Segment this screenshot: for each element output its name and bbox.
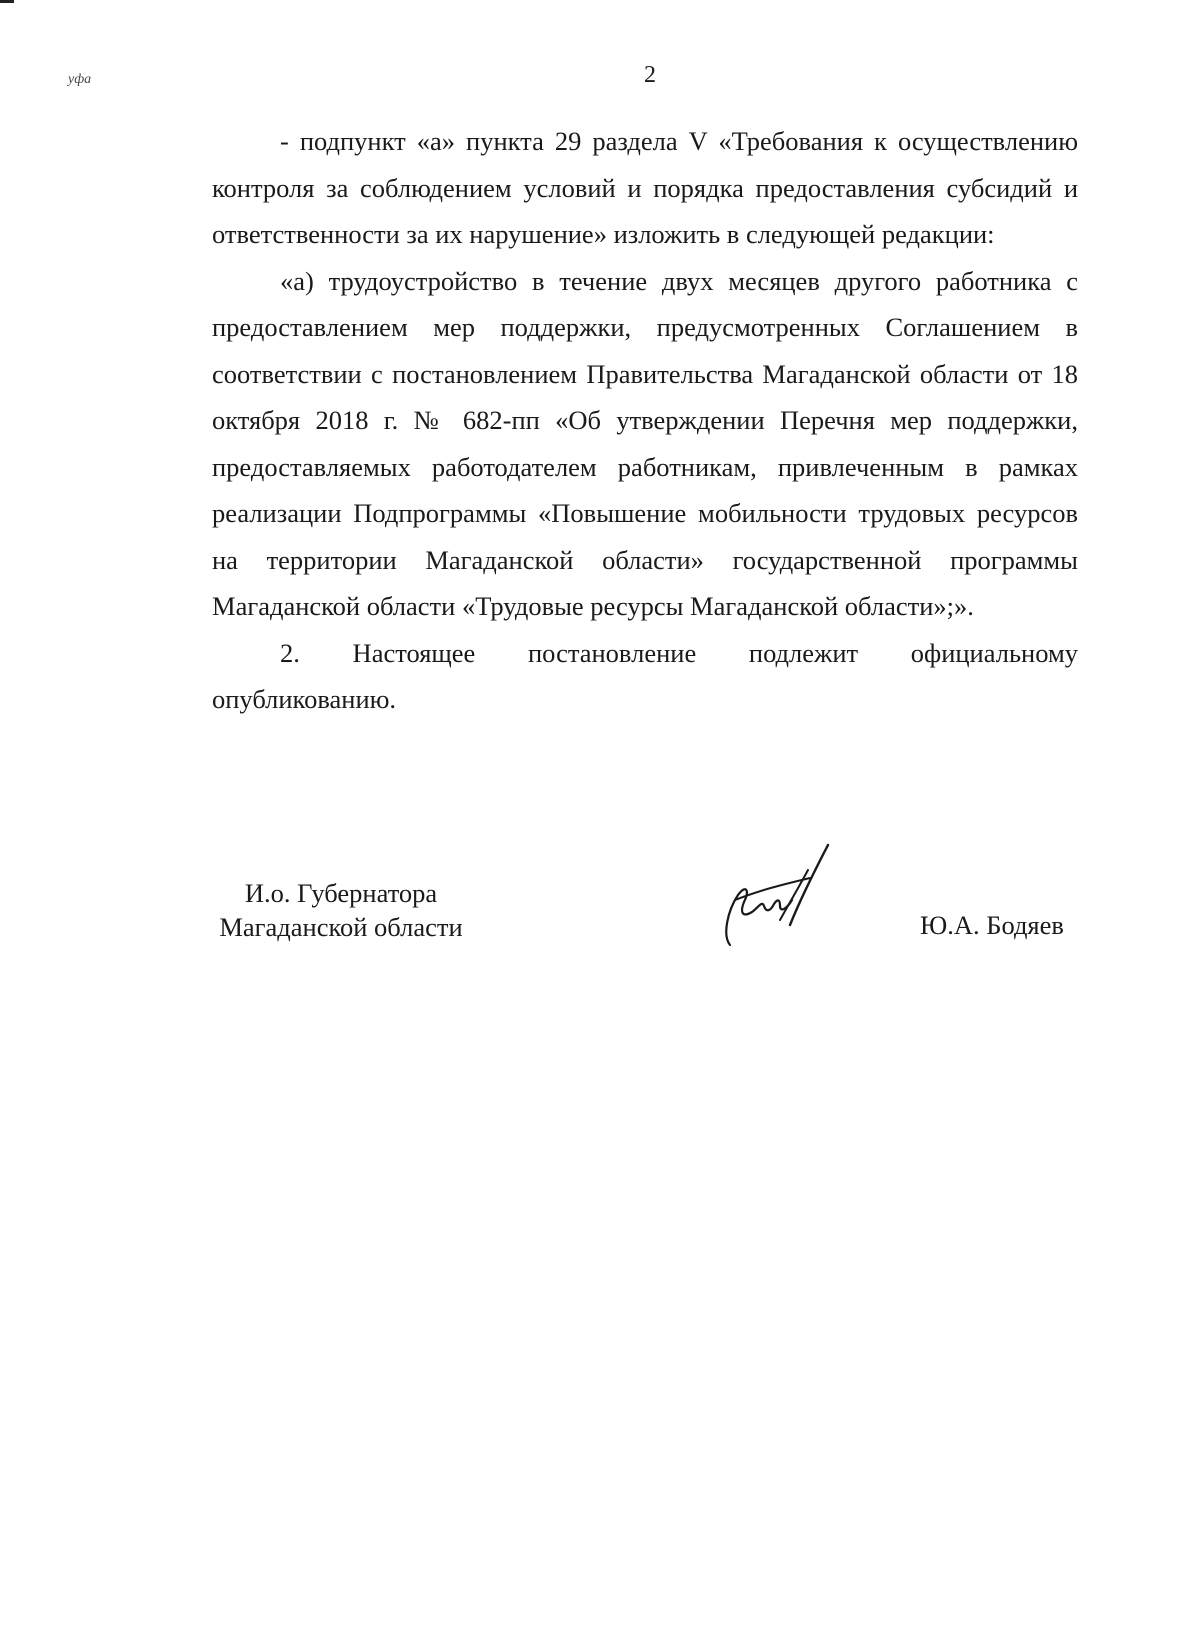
signatory-position-line2: Магаданской области [219,912,463,942]
signatory-name: Ю.А. Бодяев [920,910,1064,940]
signatory-position-line1: И.о. Губернатора [244,878,438,908]
page-number: 2 [644,62,656,88]
paragraph-publication: 2. Настоящее постановление подлежит официальному опубликованию. [212,637,1078,714]
paragraph-amendment: - подпункт «а» пункта 29 раздела V «Требования к осуществлению контроля за соблюдением условий и порядка предоставления субсидий и ответственности за их нарушение» изложить в следующей редакции: [212,126,1078,249]
scan-margin-mark: уфа [68,72,92,87]
document-body [212,118,1078,723]
paragraph-subitem-a: «а) трудоустройство в течение двух месяцев другого работника с предоставлением мер поддержки, предусмотренных Соглашением в соответствии с постановлением Правительства Магаданской области от 18 октября 2018 г. № 682-пп «Об утверждении Перечня мер поддержки, предоставляемых работодателем работникам, привлеченным в рамках реализации Подпрограммы «Повышение мобильности трудовых ресурсов на территории Магаданской области» государственной программы Магаданской области «Трудовые ресурсы Магаданской области»;». [212,265,1078,621]
scan-corner-mark [0,0,14,3]
handwritten-signature [700,840,850,960]
signatory-position [212,876,470,944]
